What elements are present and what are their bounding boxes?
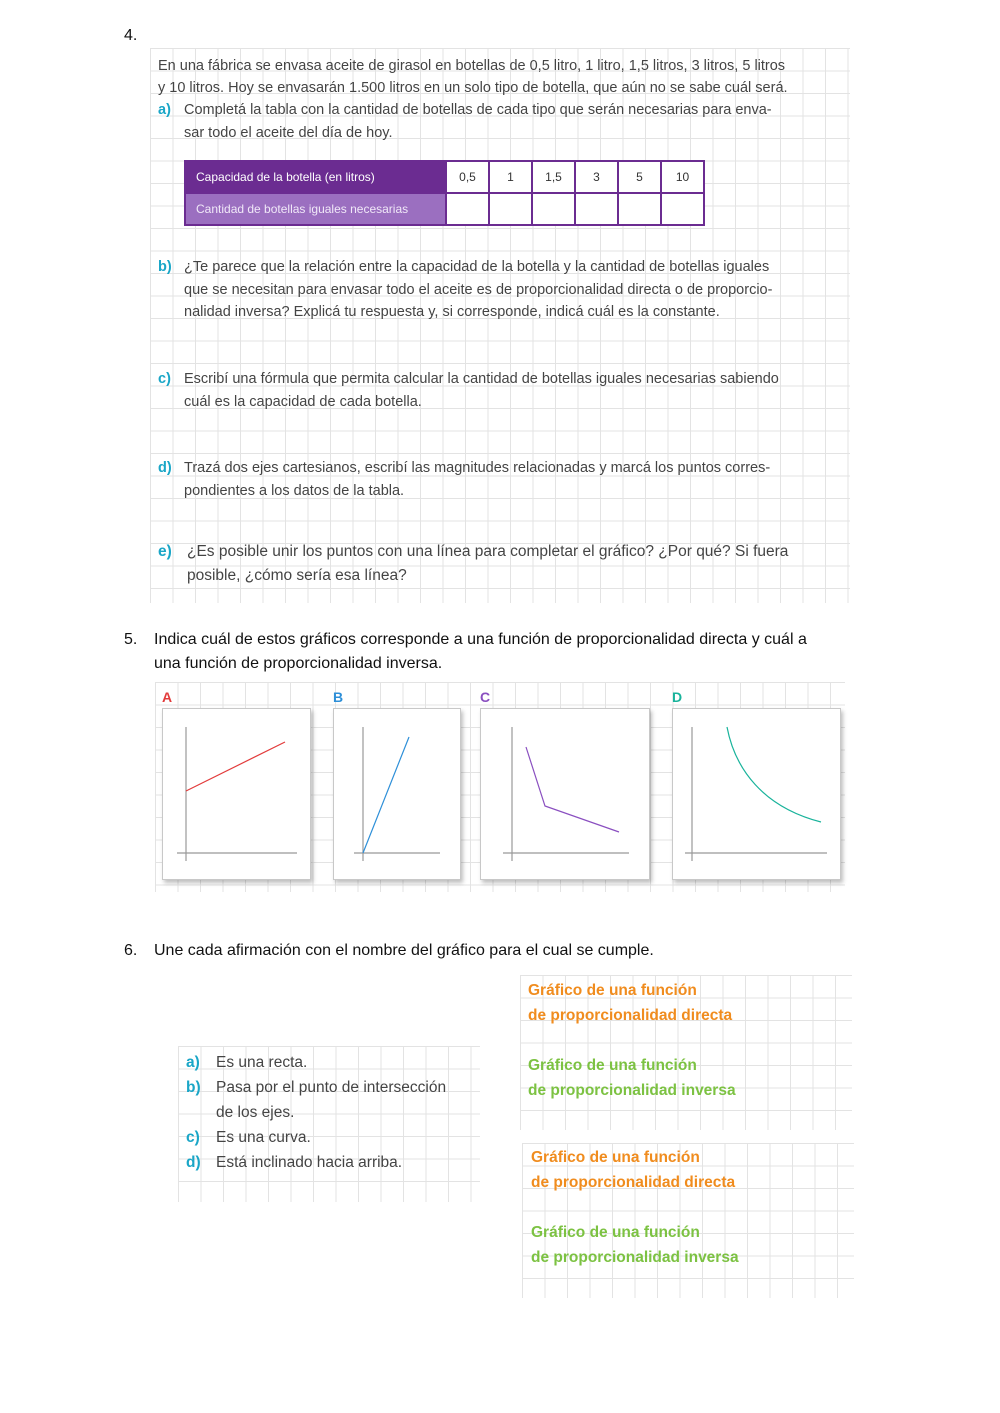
table-cell: 1 (489, 161, 532, 193)
graph-c-svg (481, 709, 649, 879)
option-inverse-1[interactable] (528, 1053, 736, 1103)
statement-line: Es una curva. (216, 1129, 311, 1146)
option-direct-1[interactable] (528, 978, 732, 1028)
question-5-line: Indica cuál de estos gráficos corresponde a una función de proporcionalidad directa y cuál a (154, 631, 807, 648)
graph-c-label: C (480, 689, 491, 705)
item-line: ¿Es posible unir los puntos con una línea para completar el gráfico? ¿Por qué? Si fuera (187, 543, 789, 560)
question-4-intro (158, 55, 848, 99)
item-label: a) (158, 102, 171, 118)
graph-d-svg (673, 709, 840, 879)
graph-a[interactable] (162, 708, 311, 880)
option-direct-2[interactable] (531, 1145, 735, 1195)
item-line: Completá la tabla con la cantidad de botellas de cada tipo que serán necesarias para enva- (184, 102, 772, 118)
item-label: d) (158, 460, 172, 476)
statement-line: Pasa por el punto de intersección (216, 1079, 447, 1096)
item-label: e) (158, 543, 172, 560)
intro-line: En una fábrica se envasa aceite de girasol en botellas de 0,5 litro, 1 litro, 1,5 litros, 3 litros, 5 litros (158, 58, 786, 74)
graph-c-line (526, 747, 619, 832)
statement-label: d) (186, 1154, 201, 1171)
item-line: pondientes a los datos de la tabla. (184, 482, 405, 499)
table-row (185, 193, 704, 225)
table-answer-cell[interactable] (661, 193, 704, 225)
graph-b-line (363, 737, 409, 853)
table-answer-cell[interactable] (618, 193, 661, 225)
graph-d-label: D (672, 689, 683, 705)
graph-b[interactable] (333, 708, 461, 880)
table-answer-cell[interactable] (489, 193, 532, 225)
graph-d[interactable] (672, 708, 841, 880)
item-line: que se necesitan para envasar todo el aceite es de proporcionalidad directa o de proporcio- (184, 281, 773, 298)
statement-line: Es una recta. (216, 1054, 308, 1071)
bottle-table (184, 160, 705, 226)
question-4-number: 4. (124, 27, 138, 44)
table-cell: 0,5 (446, 161, 489, 193)
item-label: c) (158, 371, 171, 387)
table-cell: 5 (618, 161, 661, 193)
table-cell: 10 (661, 161, 704, 193)
statement-label: a) (186, 1054, 200, 1071)
table-header-quantity: Cantidad de botellas iguales necesarias (185, 193, 446, 225)
item-line: sar todo el aceite del día de hoy. (184, 124, 393, 141)
graph-d-curve (727, 727, 821, 822)
question-4-item-d (158, 457, 770, 502)
statement-label: b) (186, 1079, 201, 1096)
option-line: de proporcionalidad inversa (528, 1082, 736, 1099)
question-6-number: 6. (124, 942, 138, 959)
question-6-instruction: Une cada afirmación con el nombre del gráfico para el cual se cumple. (154, 942, 654, 959)
graph-b-svg (334, 709, 460, 879)
question-4-item-b (158, 256, 772, 324)
table-answer-cell[interactable] (575, 193, 618, 225)
statement-label: c) (186, 1129, 200, 1146)
table-header-capacity: Capacidad de la botella (en litros) (185, 161, 446, 193)
statement-b[interactable] (186, 1075, 446, 1125)
statement-line: Está inclinado hacia arriba. (216, 1154, 403, 1171)
graph-b-label: B (333, 689, 344, 705)
statement-c[interactable] (186, 1125, 311, 1150)
question-5-line: una función de proporcionalidad inversa. (154, 655, 443, 672)
graph-a-line (186, 742, 285, 791)
option-line: Gráfico de una función (528, 982, 697, 999)
item-line: posible, ¿cómo sería esa línea? (187, 567, 407, 584)
graph-c[interactable] (480, 708, 650, 880)
question-4-item-e (158, 540, 788, 588)
table-cell: 1,5 (532, 161, 575, 193)
graph-a-svg (163, 709, 310, 879)
question-5-number: 5. (124, 631, 138, 648)
option-line: de proporcionalidad directa (528, 1007, 733, 1024)
question-4-item-c (158, 368, 779, 413)
statement-a[interactable] (186, 1050, 307, 1075)
option-line: Gráfico de una función (531, 1149, 700, 1166)
option-line: de proporcionalidad inversa (531, 1249, 739, 1266)
table-answer-cell[interactable] (446, 193, 489, 225)
item-line: Trazá dos ejes cartesianos, escribí las magnitudes relacionadas y marcá los puntos corres- (184, 460, 771, 476)
option-line: Gráfico de una función (528, 1057, 697, 1074)
table-answer-cell[interactable] (532, 193, 575, 225)
table-row (185, 161, 704, 193)
item-line: ¿Te parece que la relación entre la capacidad de la botella y la cantidad de botellas iguales (184, 259, 770, 275)
intro-line: y 10 litros. Hoy se envasarán 1.500 litros en un solo tipo de botella, que aún no se sabe cuál será. (158, 80, 788, 96)
item-line: Escribí una fórmula que permita calcular la cantidad de botellas iguales necesarias sabiendo (184, 371, 779, 387)
statement-line: de los ejes. (216, 1104, 295, 1121)
item-line: nalidad inversa? Explicá tu respuesta y, si corresponde, indicá cuál es la constante. (184, 304, 720, 320)
item-line: cuál es la capacidad de cada botella. (184, 393, 422, 410)
option-inverse-2[interactable] (531, 1220, 739, 1270)
question-4-item-a (158, 99, 772, 144)
table-cell: 3 (575, 161, 618, 193)
option-line: de proporcionalidad directa (531, 1174, 736, 1191)
graph-a-label: A (162, 689, 173, 705)
item-label: b) (158, 259, 172, 275)
statement-d[interactable] (186, 1150, 402, 1175)
option-line: Gráfico de una función (531, 1224, 700, 1241)
question-5-text (154, 628, 874, 676)
